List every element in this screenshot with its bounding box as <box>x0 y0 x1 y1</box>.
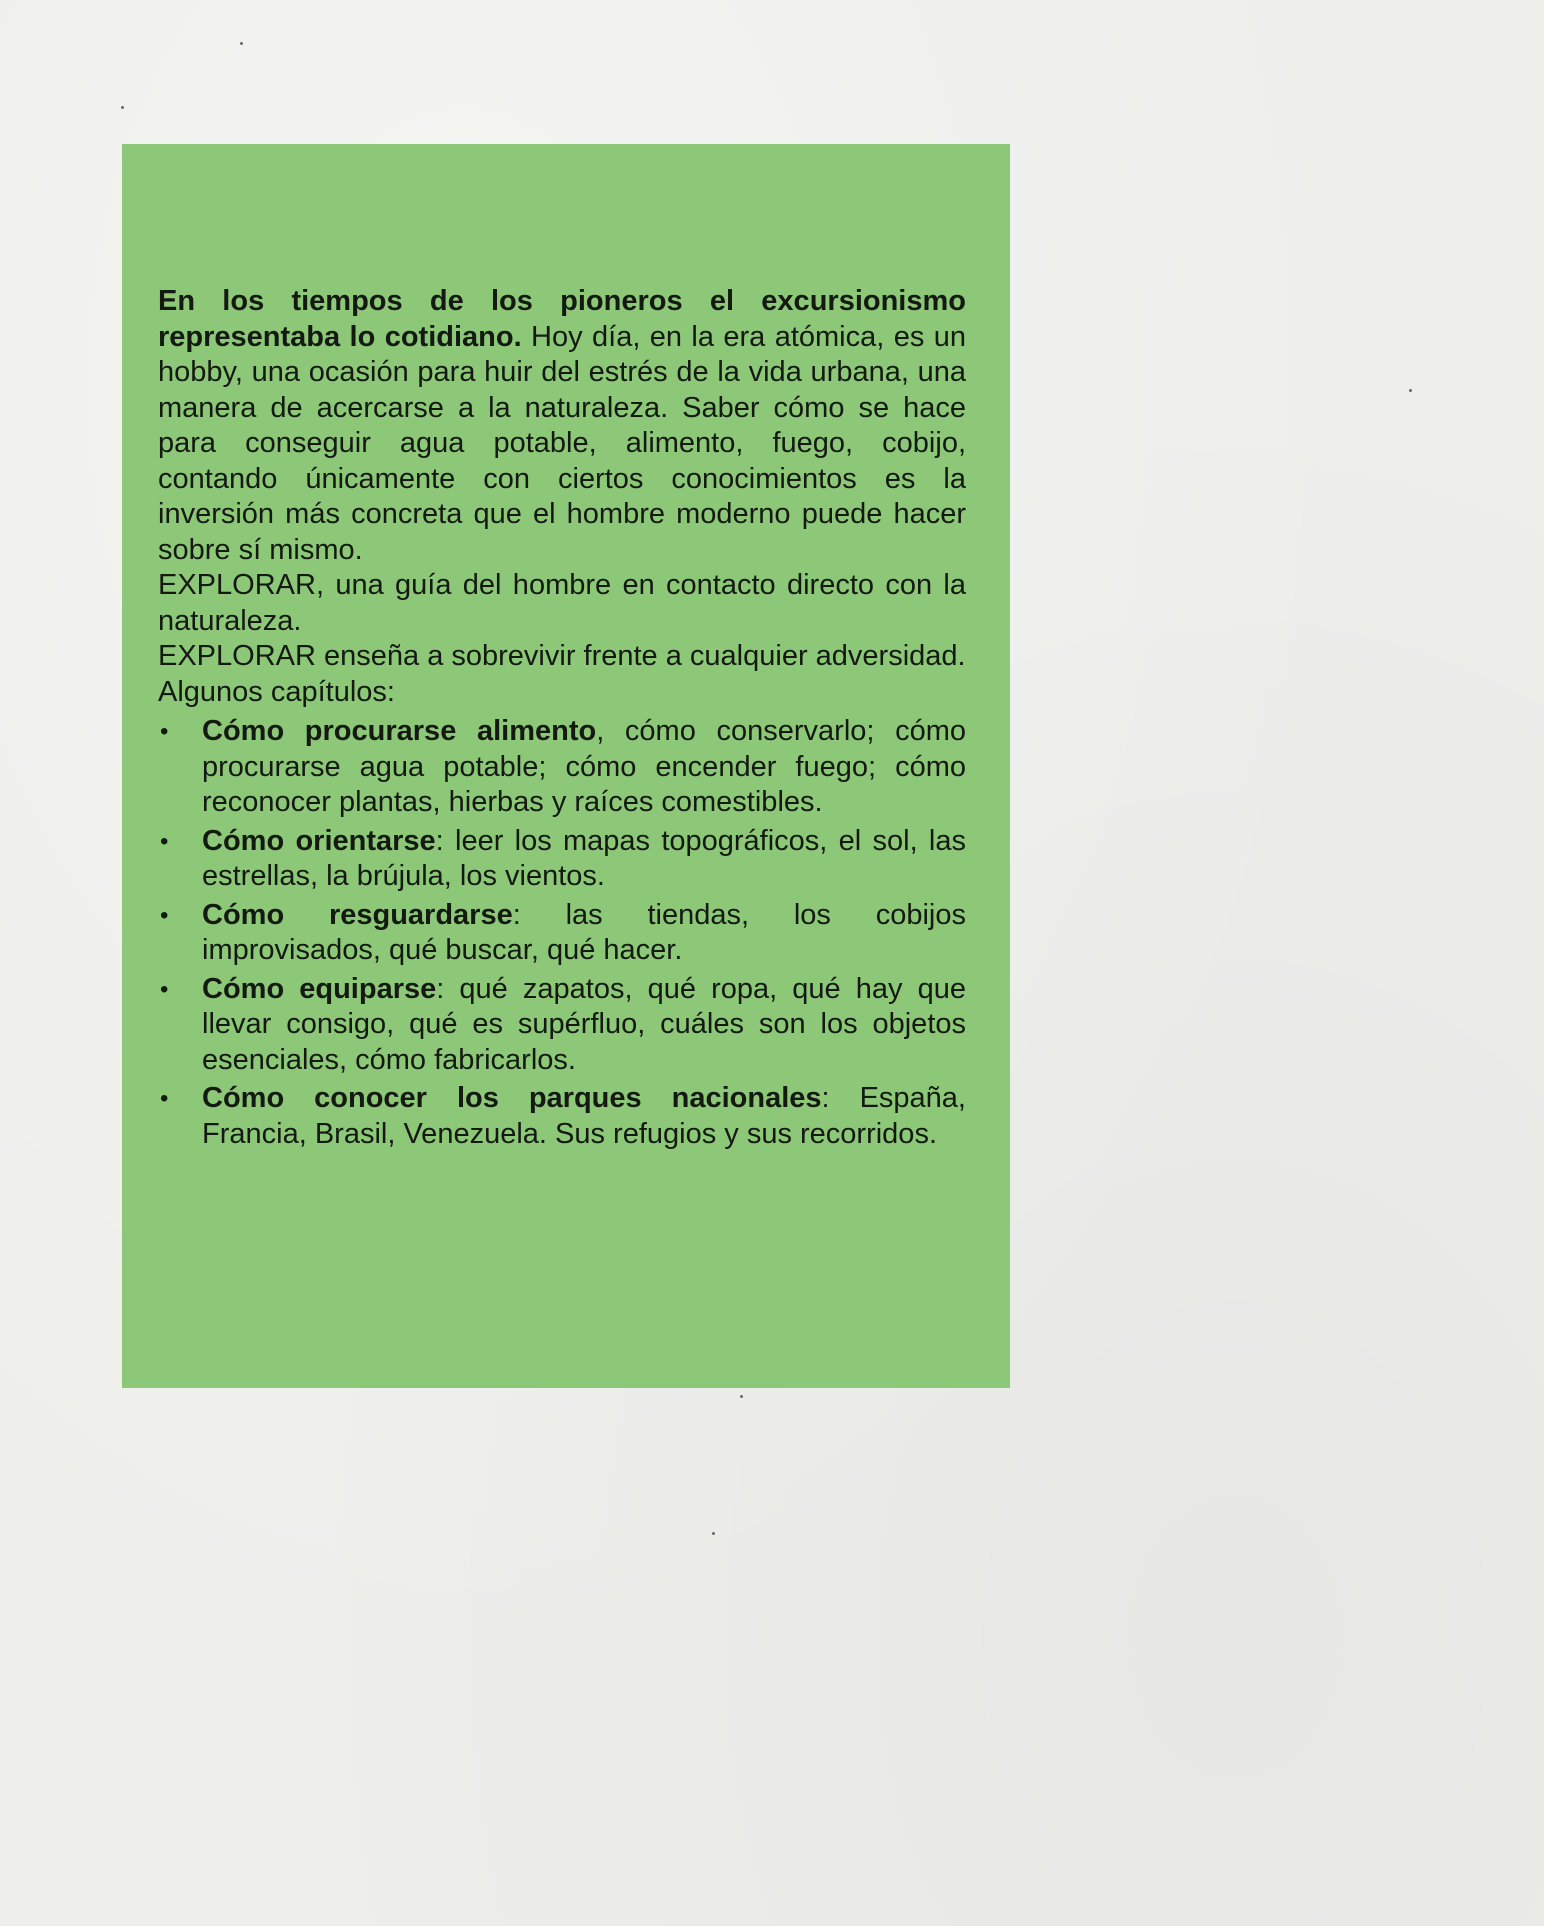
chapter-item-alimento <box>158 714 966 821</box>
chapters-heading: Algunos capítulos: <box>158 675 395 708</box>
chapter-text: : leer los mapas topográficos, el sol, las estrellas, la brújula, los vientos. <box>202 824 966 892</box>
bullet-icon: • <box>160 975 169 1003</box>
bullet-icon: • <box>160 827 169 855</box>
chapter-item-equiparse <box>158 972 966 1079</box>
bullet-icon: • <box>160 901 169 929</box>
chapter-text: , cómo conservarlo; cómo procurarse agua potable; cómo encender fuego; cómo reconocer plantas, hierbas y raíces comestibles. <box>202 715 967 818</box>
chapter-title: Cómo conocer los parques nacionales <box>202 1082 822 1114</box>
paper-speck <box>240 42 243 45</box>
paper-speck <box>712 1532 715 1535</box>
explorar-survive-paragraph: EXPLORAR enseña a sobrevivir frente a cualquier adversidad. <box>158 640 966 672</box>
chapter-item-parques <box>158 1081 966 1152</box>
intro-paragraph <box>158 284 966 568</box>
chapter-title: Cómo equiparse <box>202 972 437 1005</box>
chapter-item-orientarse <box>158 824 966 895</box>
intro-lead-rest: Hoy día, en la era atómica, es un hobby, una ocasión para huir del estrés de la vida urbana, una manera de acercarse a la naturaleza. Saber cómo se hace para conseguir agua potable, alimento, fuego, cobijo, contando únicamente con ciertos conocimientos es la inversión más concreta que el hombre moderno puede hacer sobre sí mismo. <box>158 320 966 566</box>
chapter-text: : España, Francia, Brasil, Venezuela. Sus refugios y sus recorridos. <box>202 1082 966 1150</box>
bullet-icon: • <box>160 718 169 745</box>
chapter-title: Cómo orientarse <box>202 824 436 857</box>
paper-speck <box>1409 389 1412 392</box>
chapter-title: Cómo resguardarse <box>202 898 513 931</box>
chapters-list <box>158 714 966 1152</box>
chapter-text: : las tiendas, los cobijos improvisados, qué buscar, qué hacer. <box>202 898 966 966</box>
bullet-icon: • <box>160 1085 169 1112</box>
intro-lead-bold: En los tiempos de los pioneros el excursionismo representaba lo cotidiano. <box>158 285 966 353</box>
chapter-item-resguardarse <box>158 898 966 969</box>
paper-speck <box>121 106 124 109</box>
chapter-text: : qué zapatos, qué ropa, qué hay que llevar consigo, qué es supérfluo, cuáles son los objetos esenciales, cómo fabricarlos. <box>202 972 967 1076</box>
description-panel <box>122 144 1010 1388</box>
paper-speck <box>740 1395 743 1398</box>
explorar-guide-paragraph: EXPLORAR, una guía del hombre en contacto directo con la naturaleza. <box>158 569 966 637</box>
chapter-title: Cómo procurarse alimento <box>202 715 597 747</box>
